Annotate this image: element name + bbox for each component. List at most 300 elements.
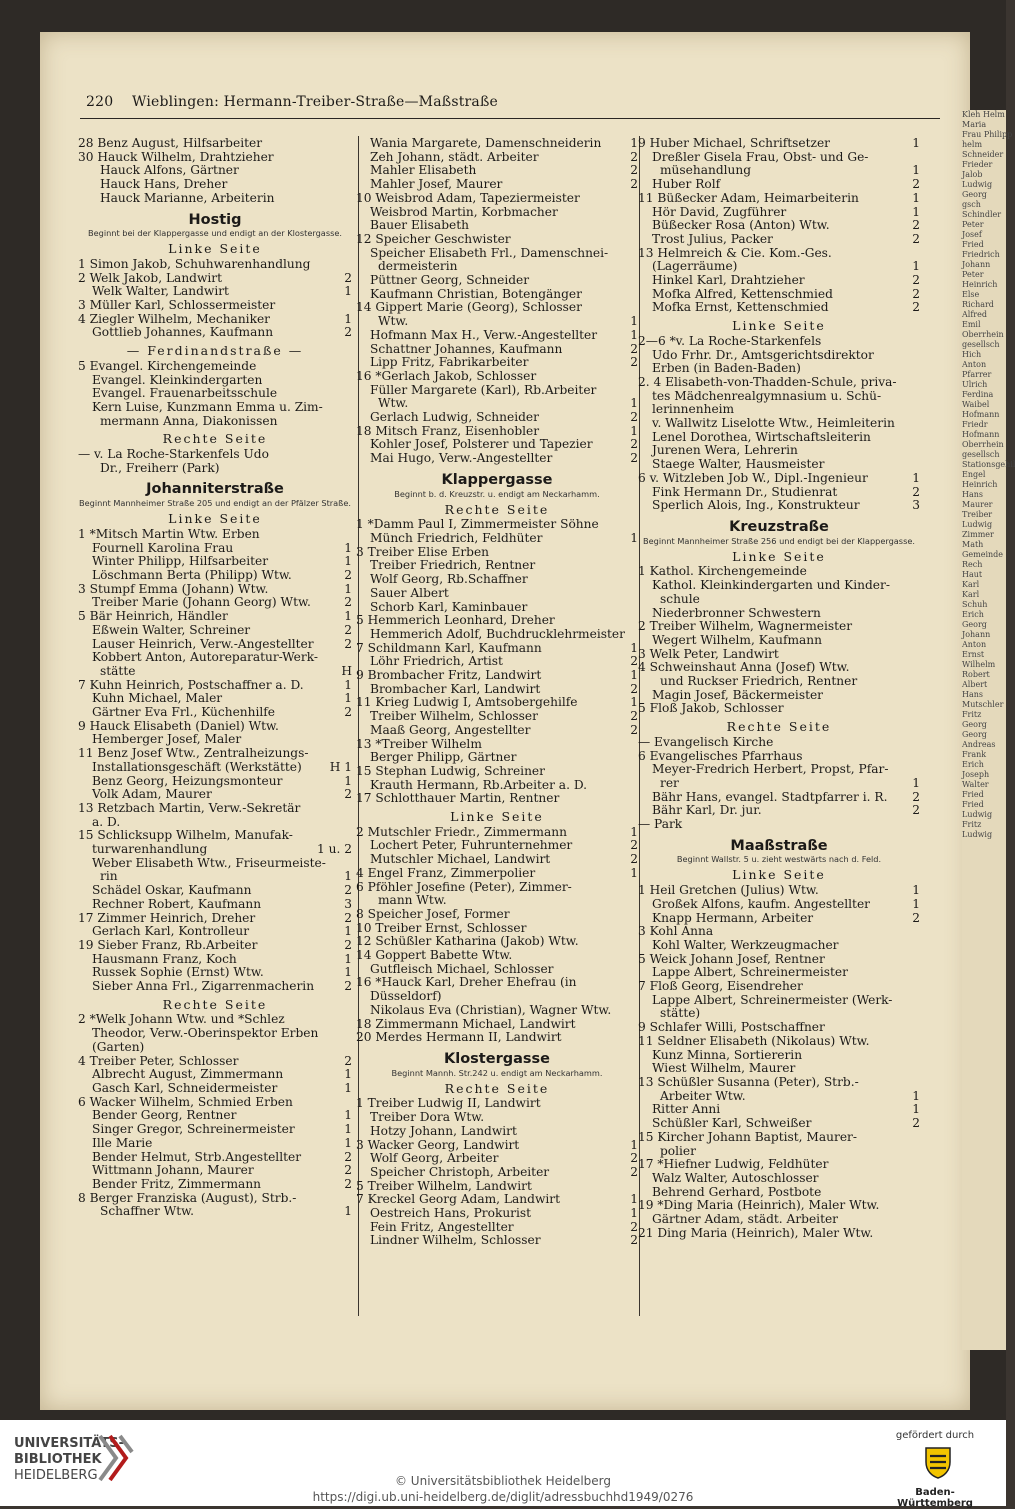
resident-entry: [356, 1234, 638, 1248]
floor-number: 1: [630, 824, 638, 839]
resident-text: Treiber Dora Wtw.: [370, 1110, 485, 1125]
resident-entry: [78, 966, 352, 980]
page-number: 220: [86, 94, 114, 110]
resident-text: Udo Frhr. Dr., Amtsgerichtsdirektor: [652, 347, 874, 362]
resident-text: Singer Gregor, Schreinermeister: [92, 1122, 295, 1137]
floor-number: H: [341, 663, 352, 678]
resident-entry: [356, 935, 638, 949]
resident-entry: [78, 164, 352, 178]
resident-entry: [356, 329, 638, 343]
resident-entry: [638, 206, 920, 220]
resident-text: 1 *Mitsch Martin Wtw. Erben: [78, 526, 260, 541]
resident-text: 5 Floß Jakob, Schlosser: [638, 701, 784, 716]
floor-number: 2: [630, 451, 638, 466]
resident-entry: [356, 233, 638, 247]
resident-entry: [356, 384, 638, 398]
resident-entry: [78, 1109, 352, 1123]
library-line: BIBLIOTHEK: [14, 1452, 102, 1467]
strip-fragment: Frieder: [962, 160, 993, 169]
street-description: Beginnt Mannheimer Straße 256 und endigt bei der Klappergasse.: [643, 535, 915, 546]
sponsor-name: Baden-Württemberg: [897, 1487, 973, 1509]
strip-fragment: Waibel: [962, 400, 990, 409]
resident-entry: [356, 546, 638, 560]
strip-fragment: Johann: [962, 630, 991, 639]
resident-entry: [638, 702, 920, 716]
resident-text: 3 Stumpf Emma (Johann) Wtw.: [78, 581, 269, 596]
strip-fragment: Anton: [962, 360, 987, 369]
resident-text: Mahler Josef, Maurer: [370, 177, 503, 192]
floor-number: 2: [912, 177, 920, 192]
strip-fragment: Anton: [962, 640, 987, 649]
resident-text: 14 Goppert Babette Wtw.: [356, 948, 513, 963]
strip-fragment: Rech: [962, 560, 983, 569]
floor-number: 1: [344, 1067, 352, 1082]
resident-text: Winter Philipp, Hilfsarbeiter: [92, 554, 269, 569]
resident-text: Arbeiter Wtw.: [660, 1088, 746, 1103]
resident-entry: [356, 1031, 638, 1045]
adjacent-page-strip: [962, 110, 1015, 1350]
resident-entry: [78, 761, 352, 775]
strip-fragment: Math: [962, 540, 984, 549]
resident-text: 17 Zimmer Heinrich, Dreher: [78, 910, 256, 925]
resident-text: Hauck Hans, Dreher: [100, 177, 228, 192]
resident-text: 4 Engel Franz, Zimmerpolier: [356, 865, 536, 880]
strip-fragment: Walter: [962, 780, 989, 789]
resident-entry: [638, 1076, 920, 1090]
resident-entry: [638, 634, 920, 648]
resident-text: 18 Zimmermann Michael, Landwirt: [356, 1016, 576, 1031]
resident-entry: [638, 178, 920, 192]
resident-text: Lappe Albert, Schreinermeister (Werk-: [652, 992, 893, 1007]
strip-fragment: Ludwig: [962, 810, 993, 819]
floor-number: 1: [344, 1122, 352, 1137]
strip-fragment: gesellsch: [962, 450, 1000, 459]
resident-entry: [638, 791, 920, 805]
resident-entry: [638, 164, 920, 178]
floor-number: 2: [912, 803, 920, 818]
resident-text: Walz Walter, Autoschlosser: [652, 1170, 819, 1185]
resident-text: 12 Speicher Geschwister: [356, 231, 511, 246]
resident-text: dermeisterin: [378, 259, 458, 274]
strip-fragment: Georg: [962, 620, 987, 629]
resident-text: (Lagerräume): [652, 259, 738, 274]
floor-number: 2: [344, 325, 352, 340]
resident-text: 6 v. Witzleben Job W., Dipl.-Ingenieur: [638, 470, 868, 485]
resident-text: Kern Luise, Kunzmann Emma u. Zim-: [92, 399, 323, 414]
floor-number: 1: [912, 775, 920, 790]
resident-entry: [78, 528, 352, 542]
floor-number: 2: [630, 838, 638, 853]
resident-entry: [356, 356, 638, 370]
floor-number: 1: [912, 470, 920, 485]
resident-text: Lochert Peter, Fuhrunternehmer: [370, 838, 573, 853]
resident-entry: [356, 669, 638, 683]
resident-text: Brombacher Karl, Landwirt: [370, 681, 541, 696]
resident-entry: [78, 178, 352, 192]
resident-entry: [78, 898, 352, 912]
resident-entry: [638, 607, 920, 621]
resident-text: 1 *Damm Paul I, Zimmermeister Söhne: [356, 517, 599, 532]
resident-text: Mutschler Michael, Landwirt: [370, 852, 551, 867]
resident-entry: [356, 949, 638, 963]
strip-fragment: Andreas: [962, 740, 996, 749]
resident-entry: [78, 624, 352, 638]
library-line: UNIVERSITÄTS-: [14, 1436, 124, 1451]
resident-text: Hör David, Zugführer: [652, 204, 787, 219]
resident-entry: [638, 247, 920, 261]
side-heading: — Ferdinandstraße —: [126, 343, 304, 359]
strip-fragment: Engel: [962, 470, 986, 479]
resident-text: Meyer-Fredrich Herbert, Propst, Pfar-: [652, 762, 889, 777]
street-description: Beginnt b. d. Kreuzstr. u. endigt am Neckarhamm.: [394, 488, 600, 499]
resident-entry: [356, 343, 638, 357]
strip-fragment: Erich: [962, 610, 984, 619]
strip-fragment: Joseph: [962, 770, 990, 779]
resident-text: 2 *Welk Johann Wtw. und *Schlez: [78, 1012, 285, 1027]
resident-entry: [78, 272, 352, 286]
resident-entry: [78, 829, 352, 843]
resident-entry: [356, 1004, 638, 1018]
resident-entry: [638, 565, 920, 579]
resident-text: 9 Huber Michael, Schriftsetzer: [638, 136, 830, 150]
strip-fragment: Ulrich: [962, 380, 988, 389]
floor-number: 2: [344, 622, 352, 637]
floor-number: 2: [344, 1163, 352, 1178]
resident-text: müsehandlung: [660, 163, 752, 178]
strip-fragment: Treiber: [962, 510, 993, 519]
resident-entry: [638, 884, 920, 898]
resident-entry: [638, 912, 920, 926]
strip-fragment: Wilhelm: [962, 660, 996, 669]
resident-text: Magin Josef, Bäckermeister: [652, 687, 824, 702]
resident-entry: [638, 804, 920, 818]
column-1: [78, 137, 352, 1219]
resident-entry: [638, 1007, 920, 1021]
resident-entry: [638, 1131, 920, 1145]
resident-text: Kobbert Anton, Autoreparatur-Werk-: [92, 650, 318, 665]
resident-entry: [78, 401, 352, 415]
side-heading: Linke Seite: [732, 548, 826, 564]
resident-entry: [638, 1062, 920, 1076]
resident-text: Erben (in Baden-Baden): [652, 361, 801, 376]
resident-text: Schüßler Karl, Schweißer: [652, 1116, 812, 1131]
resident-entry: [356, 628, 638, 642]
resident-text: Russek Sophie (Ernst) Wtw.: [92, 965, 264, 980]
resident-entry: [78, 953, 352, 967]
resident-entry: [638, 403, 920, 417]
resident-text: mermann Anna, Diakonissen: [100, 413, 278, 428]
permalink-url[interactable]: https://digi.ub.uni-heidelberg.de/diglit/adressbuchhd1949/0276: [312, 1490, 694, 1504]
resident-text: Hauck Marianne, Arbeiterin: [100, 190, 275, 205]
resident-entry: [356, 219, 638, 233]
resident-entry: [356, 532, 638, 546]
resident-text: 5 Evangel. Kirchengemeinde: [78, 358, 257, 373]
resident-text: 17 Schlotthauer Martin, Rentner: [356, 791, 560, 806]
resident-entry: [356, 922, 638, 936]
strip-fragment: Peter: [962, 270, 984, 279]
floor-number: 2: [630, 437, 638, 452]
resident-entry: [638, 966, 920, 980]
resident-text: polier: [660, 1143, 696, 1158]
resident-text: Berger Philipp, Gärtner: [370, 750, 517, 765]
floor-number: 1: [344, 609, 352, 624]
resident-text: 5 Hemmerich Leonhard, Dreher: [356, 613, 555, 628]
floor-number: 1: [912, 163, 920, 178]
resident-text: Huber Rolf: [652, 177, 721, 192]
resident-entry: [78, 1068, 352, 1082]
resident-text: lerinnenheim: [652, 402, 735, 417]
floor-number: 1 u. 2: [317, 842, 352, 857]
strip-fragment: Stationsgehil: [962, 460, 1015, 469]
resident-entry: [356, 1018, 638, 1032]
resident-text: Bauer Elisabeth: [370, 218, 469, 233]
strip-fragment: Robert: [962, 670, 990, 679]
resident-text: Büßecker Rosa (Anton) Wtw.: [652, 218, 830, 233]
resident-entry: [638, 1049, 920, 1063]
resident-entry: [78, 285, 352, 299]
side-heading: Linke Seite: [450, 809, 544, 825]
floor-number: 1: [630, 327, 638, 342]
resident-text: 4 Ziegler Wilhelm, Mechaniker: [78, 311, 270, 326]
resident-entry: [78, 299, 352, 313]
strip-fragment: Fried: [962, 240, 984, 249]
resident-text: Fink Hermann Dr., Studienrat: [652, 484, 838, 499]
sponsor-label: gefördert durch: [895, 1430, 975, 1441]
resident-entry: [78, 448, 352, 462]
resident-entry: [638, 472, 920, 486]
resident-entry: [78, 775, 352, 789]
resident-entry: [638, 620, 920, 634]
street-description: Beginnt Mannheimer Straße 205 und endigt an der Pfälzer Straße.: [79, 498, 351, 509]
resident-text: (Garten): [92, 1039, 145, 1054]
resident-text: 16 *Hauck Karl, Dreher Ehefrau (in: [356, 975, 577, 990]
resident-text: Krauth Hermann, Rb.Arbeiter a. D.: [370, 777, 588, 792]
resident-text: 6 Pföhler Josefine (Peter), Zimmer-: [356, 879, 572, 894]
resident-entry: [356, 518, 638, 532]
resident-entry: [78, 1178, 352, 1192]
resident-text: 15 Stephan Ludwig, Schreiner: [356, 763, 545, 778]
floor-number: 1: [630, 640, 638, 655]
resident-entry: [638, 1090, 920, 1104]
floor-number: 1: [344, 773, 352, 788]
resident-text: 13 Retzbach Martin, Verw.-Sekretär: [78, 800, 301, 815]
resident-text: Knapp Hermann, Arbeiter: [652, 910, 814, 925]
resident-entry: [356, 976, 638, 990]
resident-entry: [356, 963, 638, 977]
resident-text: 2—6 *v. La Roche-Starkenfels: [638, 333, 822, 348]
resident-text: Kuhn Michael, Maler: [92, 691, 223, 706]
resident-entry: [356, 260, 638, 274]
resident-text: Trost Julius, Packer: [652, 231, 773, 246]
resident-entry: [78, 1082, 352, 1096]
strip-fragment: Ludwig: [962, 180, 993, 189]
floor-number: 3: [912, 498, 920, 513]
floor-number: 2: [344, 595, 352, 610]
resident-entry: [638, 1117, 920, 1131]
strip-fragment: Frau Philipp: [962, 130, 1013, 139]
resident-text: Albrecht August, Zimmermann: [92, 1067, 284, 1082]
resident-entry: [356, 1193, 638, 1207]
resident-text: 13 Helmreich & Cie. Kom.-Ges.: [638, 245, 832, 260]
resident-text: 15 Kircher Johann Baptist, Maurer-: [638, 1129, 858, 1144]
floor-number: 2: [630, 852, 638, 867]
resident-entry: [78, 360, 352, 374]
column-2: [356, 137, 638, 1248]
resident-text: Löschmann Berta (Philipp) Wtw.: [92, 567, 292, 582]
resident-text: Hausmann Franz, Koch: [92, 951, 237, 966]
resident-text: Oestreich Hans, Prokurist: [370, 1206, 532, 1221]
resident-text: 11 Benz Josef Wtw., Zentralheizungs-: [78, 746, 309, 761]
floor-number: 2: [912, 910, 920, 925]
resident-text: Wania Margarete, Damenschneiderin: [370, 136, 602, 150]
resident-text: Behrend Gerhard, Postbote: [652, 1184, 822, 1199]
resident-text: Gutfleisch Michael, Schlosser: [370, 961, 554, 976]
resident-entry: [356, 867, 638, 881]
resident-text: Wtw.: [378, 314, 409, 329]
resident-entry: [356, 738, 638, 752]
resident-text: Gerlach Ludwig, Schneider: [370, 410, 539, 425]
strip-fragment: Oberrhein: [962, 330, 1004, 339]
resident-text: 7 Schildmann Karl, Kaufmann: [356, 640, 542, 655]
strip-fragment: Georg: [962, 720, 987, 729]
strip-fragment: Jalob: [962, 170, 983, 179]
resident-text: 30 Hauck Wilhelm, Drahtzieher: [78, 149, 274, 164]
resident-entry: [638, 219, 920, 233]
resident-entry: [78, 857, 352, 871]
resident-text: stätte: [100, 663, 136, 678]
floor-number: 1: [912, 204, 920, 219]
resident-entry: [638, 579, 920, 593]
resident-entry: [78, 569, 352, 583]
strip-fragment: Erich: [962, 760, 984, 769]
resident-entry: [356, 1139, 638, 1153]
resident-text: 17 *Hiefner Ludwig, Feldhüter: [638, 1157, 829, 1172]
state-coat-of-arms-icon: [920, 1444, 956, 1480]
resident-text: 20 Merdes Hermann II, Landwirt: [356, 1030, 562, 1045]
resident-text: 1 Heil Gretchen (Julius) Wtw.: [638, 883, 819, 898]
resident-text: 18 Mitsch Franz, Eisenhobler: [356, 423, 540, 438]
strip-fragment: Karl: [962, 580, 980, 589]
resident-entry: [356, 301, 638, 315]
resident-text: 9 Brombacher Fritz, Landwirt: [356, 668, 542, 683]
resident-text: Fournell Karolina Frau: [92, 540, 234, 555]
resident-text: 1 Simon Jakob, Schuhwarenhandlung: [78, 256, 311, 271]
resident-entry: [638, 151, 920, 165]
resident-entry: [356, 990, 638, 1004]
resident-text: Kathol. Kleinkindergarten und Kinder-: [652, 578, 890, 593]
resident-entry: [356, 1221, 638, 1235]
resident-text: — Park: [638, 817, 683, 832]
floor-number: 2: [344, 567, 352, 582]
resident-entry: [356, 370, 638, 384]
resident-text: Hauck Alfons, Gärtner: [100, 163, 239, 178]
resident-entry: [78, 843, 352, 857]
resident-entry: [356, 710, 638, 724]
resident-entry: [638, 1158, 920, 1172]
resident-text: Püttner Georg, Schneider: [370, 273, 530, 288]
resident-entry: [638, 675, 920, 689]
strip-fragment: Schneider: [962, 150, 1004, 159]
street-description: Beginnt Wallstr. 5 u. zieht westwärts nach d. Feld.: [676, 854, 882, 865]
resident-entry: [78, 884, 352, 898]
strip-fragment: Karl: [962, 590, 980, 599]
floor-number: 2: [912, 300, 920, 315]
resident-entry: [78, 258, 352, 272]
resident-entry: [78, 1164, 352, 1178]
resident-entry: [638, 233, 920, 247]
resident-entry: [356, 411, 638, 425]
floor-number: 1: [344, 554, 352, 569]
resident-text: Kohl Walter, Werkzeugmacher: [652, 937, 839, 952]
resident-entry: [638, 898, 920, 912]
resident-entry: [638, 1199, 920, 1213]
resident-text: 13 Schüßler Susanna (Peter), Strb.-: [638, 1075, 859, 1089]
resident-entry: [638, 499, 920, 513]
strip-fragment: Friedr: [962, 420, 988, 429]
resident-entry: [356, 438, 638, 452]
floor-number: 1: [912, 1102, 920, 1117]
resident-entry: [638, 260, 920, 274]
side-heading: Linke Seite: [168, 511, 262, 527]
floor-number: 1: [344, 1108, 352, 1123]
resident-entry: [638, 417, 920, 431]
floor-number: 2: [912, 286, 920, 301]
resident-text: 5 Weick Johann Josef, Rentner: [638, 951, 825, 966]
resident-text: Sieber Anna Frl., Zigarrenmacherin: [92, 979, 315, 994]
resident-entry: [78, 720, 352, 734]
strip-fragment: Peter: [962, 220, 984, 229]
resident-text: 21 Ding Maria (Heinrich), Maler Wtw.: [638, 1225, 874, 1240]
resident-entry: [356, 1166, 638, 1180]
strip-fragment: gsch: [962, 200, 981, 209]
resident-entry: [78, 313, 352, 327]
resident-text: Lindner Wilhelm, Schlosser: [370, 1233, 541, 1248]
resident-entry: [356, 274, 638, 288]
floor-number: 1: [630, 695, 638, 710]
floor-number: 2: [630, 722, 638, 737]
strip-fragment: Pfarrer: [962, 370, 992, 379]
resident-text: Gasch Karl, Schneidermeister: [92, 1081, 278, 1095]
resident-entry: [78, 462, 352, 476]
resident-entry: [356, 137, 638, 151]
street-heading: Kreuzstraße: [729, 518, 829, 535]
resident-entry: [78, 415, 352, 429]
resident-entry: [638, 763, 920, 777]
floor-number: 2: [344, 1176, 352, 1191]
strip-fragment: Fritz: [962, 820, 982, 829]
strip-fragment: Schindler: [962, 210, 1002, 219]
resident-entry: [356, 853, 638, 867]
resident-entry: [78, 151, 352, 165]
resident-text: Dr., Freiherr (Park): [100, 460, 220, 475]
floor-number: 2: [630, 149, 638, 164]
floor-number: 1: [912, 259, 920, 274]
floor-number: 2: [630, 1233, 638, 1248]
resident-entry: [356, 683, 638, 697]
resident-text: Sperlich Alois, Ing., Konstrukteur: [652, 498, 860, 513]
street-heading: Klostergasse: [444, 1051, 550, 1067]
resident-entry: [356, 908, 638, 922]
strip-fragment: Richard: [962, 300, 994, 309]
resident-entry: [638, 1021, 920, 1035]
resident-text: Bähr Karl, Dr. jur.: [652, 803, 762, 818]
resident-entry: [78, 192, 352, 206]
floor-number: 2: [344, 910, 352, 925]
side-heading: Rechte Seite: [726, 719, 832, 735]
floor-number: 1: [630, 1137, 638, 1152]
street-heading: Johanniterstraße: [146, 481, 284, 498]
resident-text: 28 Benz August, Hilfsarbeiter: [78, 136, 263, 150]
